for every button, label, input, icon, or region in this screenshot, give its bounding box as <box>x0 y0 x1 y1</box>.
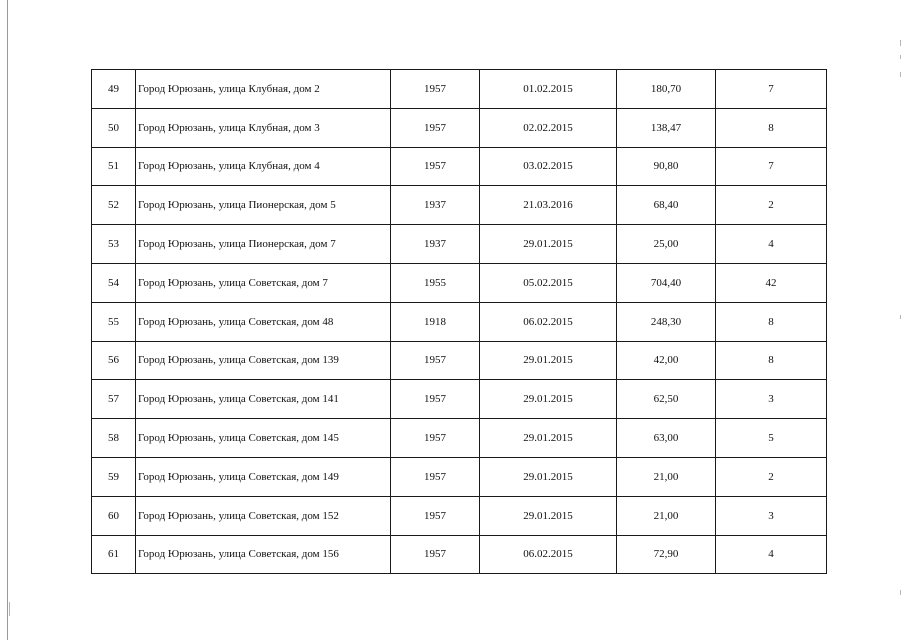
row-address: Город Юрюзань, улица Клубная, дом 3 <box>136 108 391 147</box>
row-number: 52 <box>92 186 136 225</box>
row-address: Город Юрюзань, улица Советская, дом 48 <box>136 302 391 341</box>
row-number: 55 <box>92 302 136 341</box>
row-number: 59 <box>92 457 136 496</box>
row-address: Город Юрюзань, улица Клубная, дом 4 <box>136 147 391 186</box>
row-number: 56 <box>92 341 136 380</box>
table-row <box>92 147 827 186</box>
row-date: 06.02.2015 <box>480 302 617 341</box>
row-date: 29.01.2015 <box>480 380 617 419</box>
table-row <box>92 186 827 225</box>
row-year: 1957 <box>391 70 480 109</box>
row-date: 06.02.2015 <box>480 535 617 574</box>
row-address: Город Юрюзань, улица Пионерская, дом 5 <box>136 186 391 225</box>
row-address: Город Юрюзань, улица Клубная, дом 2 <box>136 70 391 109</box>
row-count: 4 <box>716 535 827 574</box>
table-row <box>92 108 827 147</box>
row-date: 29.01.2015 <box>480 496 617 535</box>
scan-mark <box>900 72 901 77</box>
row-year: 1957 <box>391 108 480 147</box>
row-area: 90,80 <box>617 147 716 186</box>
row-year: 1957 <box>391 147 480 186</box>
row-area: 62,50 <box>617 380 716 419</box>
row-area: 248,30 <box>617 302 716 341</box>
row-number: 50 <box>92 108 136 147</box>
row-area: 180,70 <box>617 70 716 109</box>
row-address: Город Юрюзань, улица Советская, дом 156 <box>136 535 391 574</box>
housing-registry-table <box>91 69 827 574</box>
row-number: 54 <box>92 263 136 302</box>
row-year: 1937 <box>391 186 480 225</box>
row-count: 8 <box>716 302 827 341</box>
row-address: Город Юрюзань, улица Пионерская, дом 7 <box>136 225 391 264</box>
table-row <box>92 457 827 496</box>
row-count: 5 <box>716 419 827 458</box>
row-area: 138,47 <box>617 108 716 147</box>
row-area: 25,00 <box>617 225 716 264</box>
row-year: 1955 <box>391 263 480 302</box>
row-count: 42 <box>716 263 827 302</box>
row-area: 42,00 <box>617 341 716 380</box>
row-number: 61 <box>92 535 136 574</box>
row-address: Город Юрюзань, улица Советская, дом 152 <box>136 496 391 535</box>
row-count: 7 <box>716 147 827 186</box>
table-row <box>92 263 827 302</box>
table-row <box>92 302 827 341</box>
table-row <box>92 535 827 574</box>
row-date: 29.01.2015 <box>480 341 617 380</box>
row-address: Город Юрюзань, улица Советская, дом 141 <box>136 380 391 419</box>
row-area: 21,00 <box>617 457 716 496</box>
row-count: 3 <box>716 496 827 535</box>
row-year: 1937 <box>391 225 480 264</box>
table-row <box>92 419 827 458</box>
scan-mark <box>900 590 901 595</box>
table-row <box>92 341 827 380</box>
table-row <box>92 225 827 264</box>
row-count: 3 <box>716 380 827 419</box>
row-date: 29.01.2015 <box>480 457 617 496</box>
scan-mark <box>9 602 10 616</box>
row-area: 704,40 <box>617 263 716 302</box>
row-year: 1918 <box>391 302 480 341</box>
row-area: 21,00 <box>617 496 716 535</box>
row-address: Город Юрюзань, улица Советская, дом 139 <box>136 341 391 380</box>
row-address: Город Юрюзань, улица Советская, дом 149 <box>136 457 391 496</box>
row-area: 72,90 <box>617 535 716 574</box>
row-number: 49 <box>92 70 136 109</box>
row-count: 2 <box>716 457 827 496</box>
row-number: 51 <box>92 147 136 186</box>
row-date: 01.02.2015 <box>480 70 617 109</box>
row-number: 60 <box>92 496 136 535</box>
row-number: 58 <box>92 419 136 458</box>
row-date: 05.02.2015 <box>480 263 617 302</box>
row-count: 8 <box>716 341 827 380</box>
table-row <box>92 380 827 419</box>
row-year: 1957 <box>391 496 480 535</box>
row-address: Город Юрюзань, улица Советская, дом 145 <box>136 419 391 458</box>
row-count: 7 <box>716 70 827 109</box>
row-year: 1957 <box>391 341 480 380</box>
table-row <box>92 70 827 109</box>
row-area: 63,00 <box>617 419 716 458</box>
row-area: 68,40 <box>617 186 716 225</box>
row-count: 2 <box>716 186 827 225</box>
row-date: 29.01.2015 <box>480 419 617 458</box>
row-date: 03.02.2015 <box>480 147 617 186</box>
scan-edge-line <box>7 0 8 640</box>
row-address: Город Юрюзань, улица Советская, дом 7 <box>136 263 391 302</box>
row-year: 1957 <box>391 419 480 458</box>
row-count: 4 <box>716 225 827 264</box>
row-count: 8 <box>716 108 827 147</box>
row-number: 57 <box>92 380 136 419</box>
row-number: 53 <box>92 225 136 264</box>
scan-mark <box>900 55 901 59</box>
row-date: 21.03.2016 <box>480 186 617 225</box>
table-row <box>92 496 827 535</box>
row-date: 29.01.2015 <box>480 225 617 264</box>
row-year: 1957 <box>391 380 480 419</box>
row-year: 1957 <box>391 535 480 574</box>
scan-mark <box>900 40 901 46</box>
row-date: 02.02.2015 <box>480 108 617 147</box>
scan-mark <box>900 315 901 319</box>
row-year: 1957 <box>391 457 480 496</box>
